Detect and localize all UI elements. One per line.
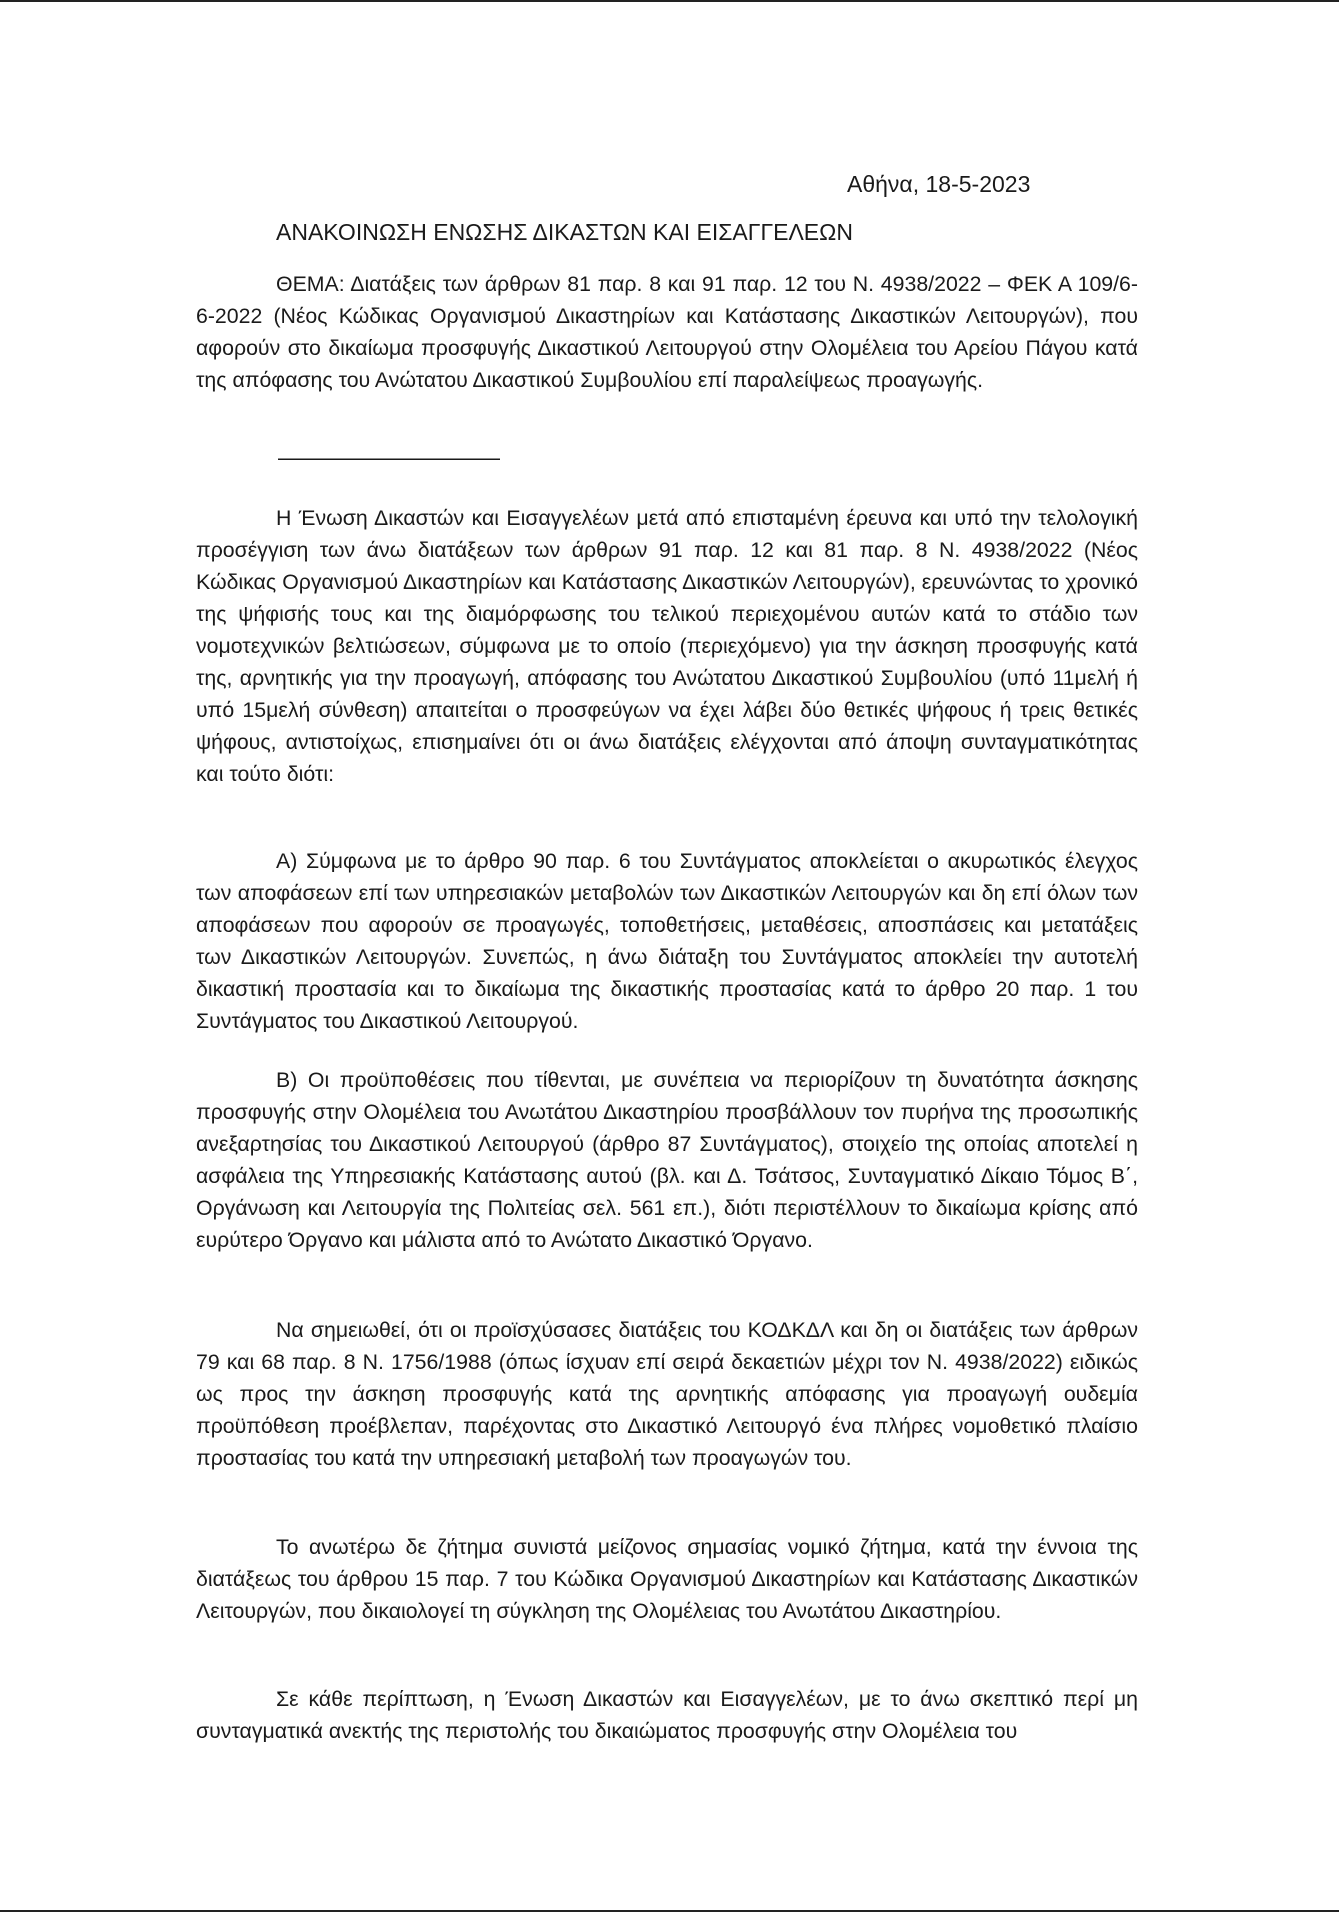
bottom-border [0,1910,1339,1912]
paragraph-issue: Το ανωτέρω δε ζήτημα συνιστά μείζονος σημασίας νομικό ζήτημα, κατά την έννοια της διατάξεως του άρθρου 15 παρ. 7 του Κώδικα Οργανισμού Δικαστηρίων και Κατάστασης Δικαστικών Λειτουργών, που δικαιολογεί τη σύγκληση της Ολομέλειας του Ανωτάτου Δικαστηρίου. [196,1535,1138,1623]
paragraph-intro: Η Ένωση Δικαστών και Εισαγγελέων μετά από επισταμένη έρευνα και υπό την τελολογική προσέγγιση των άνω διατάξεων των άρθρων 91 παρ. 12 και 81 παρ. 8 Ν. 4938/2022 (Νέος Κώδικας Οργανισμού Δικαστηρίων και Κατάστασης Δικαστικών Λειτουργών), ερευνώντας το χρονικό της ψήφισής τους και της διαμόρφωσης του τελικού περιεχομένου αυτών κατά το στάδιο των νομοτεχνικών βελτιώσεων, σύμφωνα με το οποίο (περιεχόμενο) για την άσκηση προσφυγής κατά της, αρνητικής για την προαγωγή, απόφασης του Ανώτατου Δικαστικού Συμβουλίου (υπό 11μελή ή υπό 15μελή σύνθεση) απαιτείται ο προσφεύγων να έχει λάβει δύο θετικές ψήφους ή τρεις θετικές ψήφους, αντιστοίχως, επισημαίνει ότι οι άνω διατάξεις ελέγχονται από άποψη συνταγματικότητας και τούτο διότι: [196,506,1138,786]
document-date: Αθήνα, 18-5-2023 [847,171,1031,197]
paragraph-conclusion: Σε κάθε περίπτωση, η Ένωση Δικαστών και Εισαγγελέων, με το άνω σκεπτικό περί μη συνταγματικά ανεκτής της περιστολής του δικαιώματος προσφυγής στην Ολομέλεια του [196,1687,1138,1743]
top-border [0,0,1339,2]
document-heading: ΑΝΑΚΟΙΝΩΣΗ ΕΝΩΣΗΣ ΔΙΚΑΣΤΩΝ ΚΑΙ ΕΙΣΑΓΓΕΛΕΩΝ [276,219,853,245]
paragraph-a: Α) Σύμφωνα με το άρθρο 90 παρ. 6 του Συντάγματος αποκλείεται ο ακυρωτικός έλεγχος των αποφάσεων επί των υπηρεσιακών μεταβολών των Δικαστικών Λειτουργών και δη επί όλων των αποφάσεων που αφορούν σε προαγωγές, τοποθετήσεις, μεταθέσεις, αποσπάσεις και μετατάξεις των Δικαστικών Λειτουργών. Συνεπώς, η άνω διάταξη του Συντάγματος αποκλείει την αυτοτελή δικαστική προστασία και το δικαίωμα της δικαστικής προστασίας κατά το άρθρο 20 παρ. 1 του Συντάγματος του Δικαστικού Λειτουργού. [196,849,1138,1033]
separator-line: ——————————— [278,445,498,470]
paragraph-b: Β) Οι προϋποθέσεις που τίθενται, με συνέπεια να περιορίζουν τη δυνατότητα άσκησης προσφυγής στην Ολομέλεια του Ανωτάτου Δικαστηρίου προσβάλλουν τον πυρήνα της προσωπικής ανεξαρτησίας του Δικαστικού Λειτουργού (άρθρο 87 Συντάγματος), στοιχείο της οποίας αποτελεί η ασφάλεια της Υπηρεσιακής Κατάστασης αυτού (βλ. και Δ. Τσάτσος, Συνταγματικό Δίκαιο Τόμος Β΄, Οργάνωση και Λειτουργία της Πολιτείας σελ. 561 επ.), διότι περιστέλλουν το δικαίωμα κρίσης από ευρύτερο Όργανο και μάλιστα από το Ανώτατο Δικαστικό Όργανο. [196,1068,1138,1252]
subject-paragraph: ΘΕΜΑ: Διατάξεις των άρθρων 81 παρ. 8 και 91 παρ. 12 του Ν. 4938/2022 – ΦΕΚ Α 109/6-6-2022 (Νέος Κώδικας Οργανισμού Δικαστηρίων και Κατάστασης Δικαστικών Λειτουργών), που αφορούν στο δικαίωμα προσφυγής Δικαστικού Λειτουργού στην Ολομέλεια του Αρείου Πάγου κατά της απόφασης του Ανώτατου Δικαστικού Συμβουλίου επί παραλείψεως προαγωγής. [196,272,1138,392]
paragraph-note: Να σημειωθεί, ότι οι προϊσχύσασες διατάξεις του ΚΟΔΚΔΛ και δη οι διατάξεις των άρθρων 79 και 68 παρ. 8 Ν. 1756/1988 (όπως ίσχυαν επί σειρά δεκαετιών μέχρι τον Ν. 4938/2022) ειδικώς ως προς την άσκηση προσφυγής κατά της αρνητικής απόφασης για προαγωγή ουδεμία προϋπόθεση προέβλεπαν, παρέχοντας στο Δικαστικό Λειτουργό ένα πλήρες νομοθετικό πλαίσιο προστασίας του κατά την υπηρεσιακή μεταβολή των προαγωγών του. [196,1318,1138,1470]
